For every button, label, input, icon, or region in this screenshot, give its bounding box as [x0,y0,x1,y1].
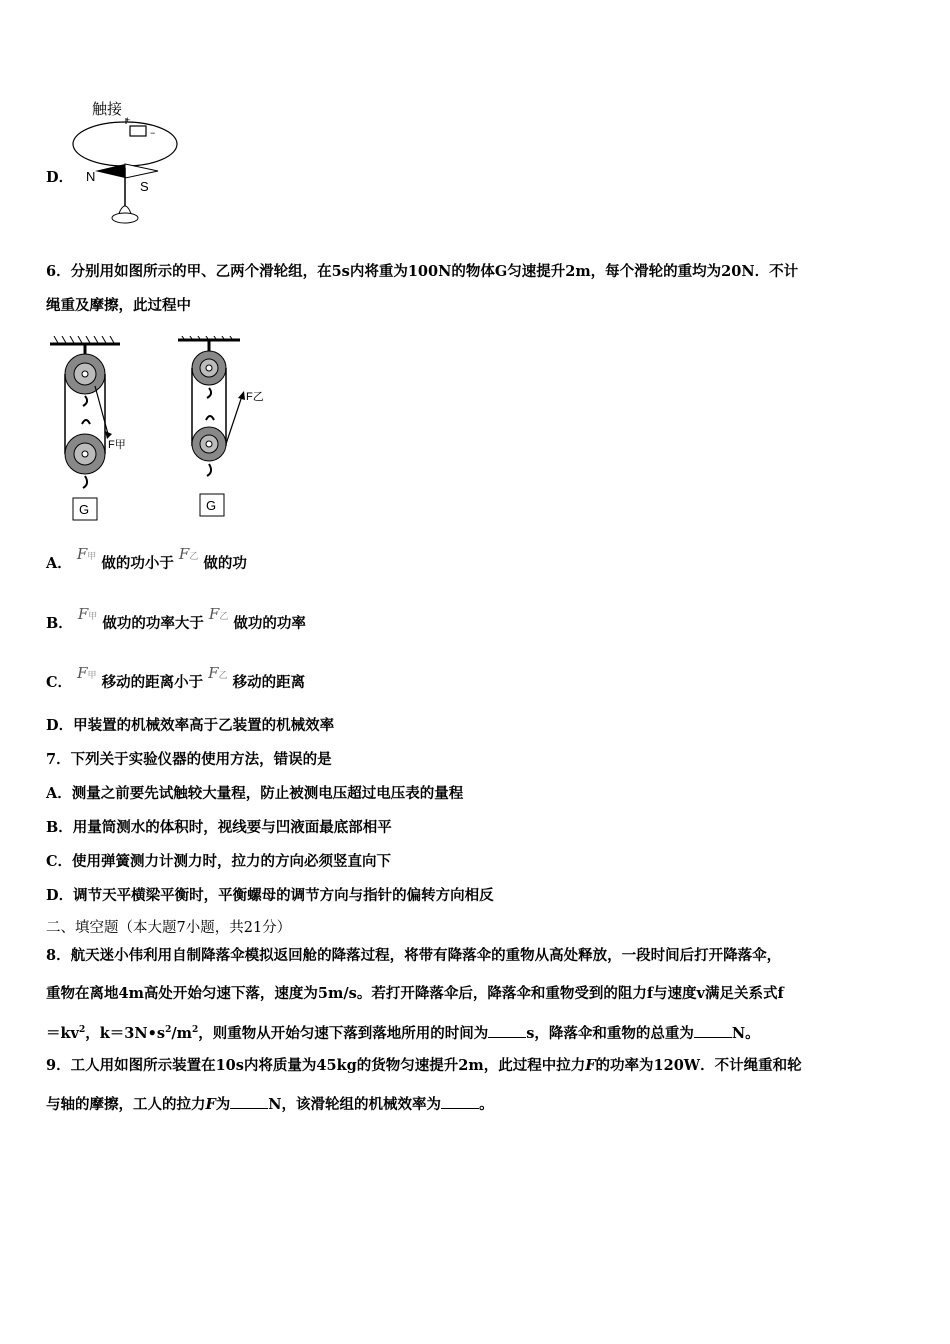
q9-force-symbol-2: F [205,1096,216,1113]
q9-text-d: 为 [215,1096,231,1113]
fig-left-load-label: G [79,502,90,517]
f-yi-symbol: F [208,605,220,623]
q8-line2: 重物在离地4m高处开始匀速下落，速度为5m/s。若打开降落伞后，降落伞和重物受到的阻力f与速度v满足关系式f [46,985,784,1002]
f-jia-symbol: F [76,545,88,563]
q9-answer-blank-efficiency[interactable] [441,1094,479,1109]
q6-option-a [46,545,247,573]
q6-option-c-end: 移动的距离 [232,674,306,691]
f-yi-symbol: F [178,545,190,563]
q9-text-b: 的功率为120W．不计绳重和轮 [595,1057,802,1074]
q6-option-c-mid: 移动的距离小于 [101,674,204,691]
q5-figure-compass [70,96,185,226]
f-yi-sub: 乙 [218,671,228,681]
f-yi-sub: 乙 [219,612,229,622]
pulley-system-yi [178,336,264,516]
q6-option-c [46,664,306,692]
q8-unit-n: N。 [731,1024,760,1042]
q5-figure-label-touch: 触接 [92,101,123,118]
f-jia-sub: 甲 [88,612,98,622]
q8-line1: 8．航天迷小伟利用自制降落伞模拟返回舱的降落过程，将带有降落伞的重物从高处释放，一段时间后打开降落伞， [46,947,782,964]
f-jia-symbol: F [77,664,88,682]
fig-left-force-label: F甲 [108,439,126,451]
f-jia-sub: 甲 [87,671,97,681]
q6-option-b-label: B． [46,615,73,632]
section2-heading: 二、填空题（本大题7小题，共21分） [46,920,292,936]
q6-figure-pulleys [50,336,270,526]
q8-k-unit: /m [171,1024,192,1042]
q7-option-d: D．调节天平横梁平衡时，平衡螺母的调节方向与指针的偏转方向相反 [46,887,494,904]
q6-option-d: D．甲装置的机械效率高于乙装置的机械效率 [46,717,335,734]
q6-option-a-mid: 做的功小于 [101,555,174,572]
q9-line1 [46,1056,802,1076]
q6-option-c-label: C． [46,674,73,691]
svg-text:+: + [125,115,131,125]
q9-force-symbol: F [585,1057,596,1074]
q7-option-a: A．测量之前要先试触较大量程，防止被测电压超过电压表的量程 [46,785,464,802]
q7-stem: 7．下列关于实验仪器的使用方法，错误的是 [46,751,332,768]
fig-right-load-label: G [206,498,217,513]
q5-option-d-label: D． [46,169,74,186]
q7-option-b: B．用量筒测水的体积时，视线要与凹液面最底部相平 [46,819,392,836]
q8-sup3: 2 [191,1025,199,1035]
q8-sup1: 2 [78,1025,86,1035]
q5-figure-label-s: S [140,179,149,194]
q8-line3 [46,1020,760,1044]
q6-option-b-mid: 做功的功率大于 [102,615,204,632]
q9-text-c: 与轴的摩擦，工人的拉力 [46,1096,206,1113]
q8-answer-blank-weight[interactable] [694,1023,732,1038]
q9-answer-blank-force[interactable] [230,1094,268,1109]
fig-right-force-label: F乙 [246,391,264,403]
svg-text:−: − [150,128,156,138]
f-jia-symbol: F [77,605,89,623]
q9-line2 [46,1094,494,1115]
q6-option-b-end: 做功的功率 [233,615,306,632]
q6-option-a-label: A． [46,555,72,572]
q5-figure-label-n: N [86,169,96,184]
f-yi-symbol: F [208,664,219,682]
q6-stem-line2: 绳重及摩擦，此过程中 [46,297,191,314]
q6-stem-line1: 6．分别用如图所示的甲、乙两个滑轮组，在5s内将重为100N的物体G匀速提升2m，每个滑轮的重均为20N．不计 [46,263,799,280]
q7-option-c: C．使用弹簧测力计测力时，拉力的方向必须竖直向下 [46,853,392,870]
q8-k-value: ，k＝3N•s [85,1024,166,1042]
q6-option-a-end: 做的功 [203,555,247,572]
q6-option-b [46,605,306,633]
f-yi-sub: 乙 [189,552,199,562]
q9-text-f: 。 [479,1096,494,1113]
pulley-system-jia [50,336,126,520]
q8-sup2: 2 [165,1025,172,1035]
q8-question-weight: s，降落伞和重物的总重为 [526,1024,694,1042]
f-jia-sub: 甲 [87,552,97,562]
q8-formula-kv: ＝kv [46,1024,79,1042]
q9-text-a: 9．工人用如图所示装置在10s内将质量为45kg的货物匀速提升2m，此过程中拉力 [46,1057,586,1074]
q8-question-time: ，则重物从开始匀速下落到落地所用的时间为 [198,1024,489,1042]
q9-text-e: N，该滑轮组的机械效率为 [268,1096,442,1113]
q8-answer-blank-time[interactable] [488,1023,526,1038]
